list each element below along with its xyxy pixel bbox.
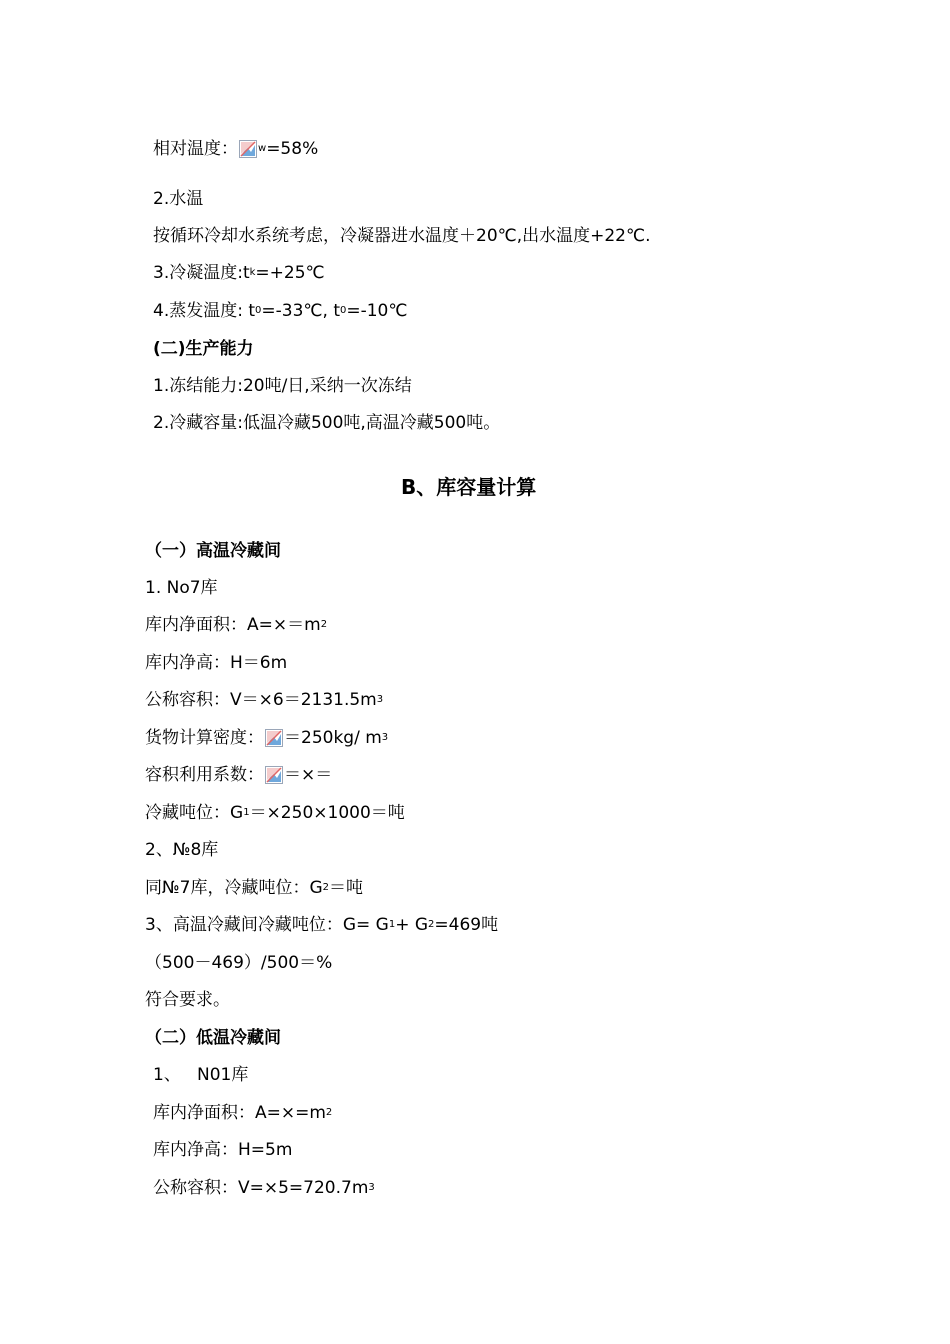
n01-net-area-line: 库内净面积：A=×=m 2 — [153, 1103, 333, 1123]
net-height-line: 库内净高：H＝6m — [145, 653, 288, 673]
cargo-density-line: 货物计算密度： ＝250kg/ m 3 — [145, 728, 389, 748]
section-title: B、库容量计算 — [401, 475, 537, 499]
storage-tonnage-g1-line: 冷藏吨位：G 1 ＝×250×1000＝吨 — [145, 803, 405, 823]
broken-image-icon — [265, 766, 283, 784]
low-temp-storage-heading: （二）低温冷藏间 — [145, 1028, 281, 1048]
storage-capacity-line: 2.冷藏容量:低温冷藏500吨,高温冷藏500吨。 — [153, 413, 501, 433]
nominal-volume-line: 公称容积：V＝×6＝2131.5m 3 — [145, 690, 384, 710]
net-area-line: 库内净面积：A=×＝m 2 — [145, 615, 328, 635]
relative-humidity-line: 相对温度： w =58% — [153, 139, 319, 159]
freezing-capacity-line: 1.冻结能力:20吨/日,采纳一次冻结 — [153, 376, 412, 396]
production-capacity-heading: (二)生产能力 — [153, 339, 254, 359]
storage-tonnage-g2-line: 同№7库，冷藏吨位：G 2 ＝吨 — [145, 878, 364, 898]
total-tonnage-line: 3、高温冷藏间冷藏吨位：G= G 1 + G 2 =469吨 — [145, 915, 499, 935]
condensing-temp-line: 3.冷凝温度:t k =+25℃ — [153, 263, 325, 283]
n01-net-height-line: 库内净高：H=5m — [153, 1140, 293, 1160]
evaporating-temp-line: 4.蒸发温度: t 0 =-33℃, t 0 =-10℃ — [153, 301, 408, 321]
water-temp-heading: 2.水温 — [153, 189, 204, 209]
room-no7-line: 1. No7库 — [145, 578, 218, 598]
deviation-line: （500－469）/500＝% — [145, 953, 333, 973]
room-n01-line: 1、 N01库 — [153, 1065, 249, 1085]
cooling-water-line: 按循环冷却水系统考虑，冷凝器进水温度＋20℃,出水温度+22℃. — [153, 226, 651, 246]
high-temp-storage-heading: （一）高温冷藏间 — [145, 541, 281, 561]
broken-image-icon — [265, 729, 283, 747]
room-no8-line: 2、№8库 — [145, 840, 219, 860]
volume-utilization-line: 容积利用系数： ＝×＝ — [145, 765, 333, 785]
meets-requirement-line: 符合要求。 — [145, 990, 230, 1010]
n01-nominal-volume-line: 公称容积：V=×5=720.7m 3 — [153, 1178, 375, 1198]
broken-image-icon — [239, 140, 257, 158]
